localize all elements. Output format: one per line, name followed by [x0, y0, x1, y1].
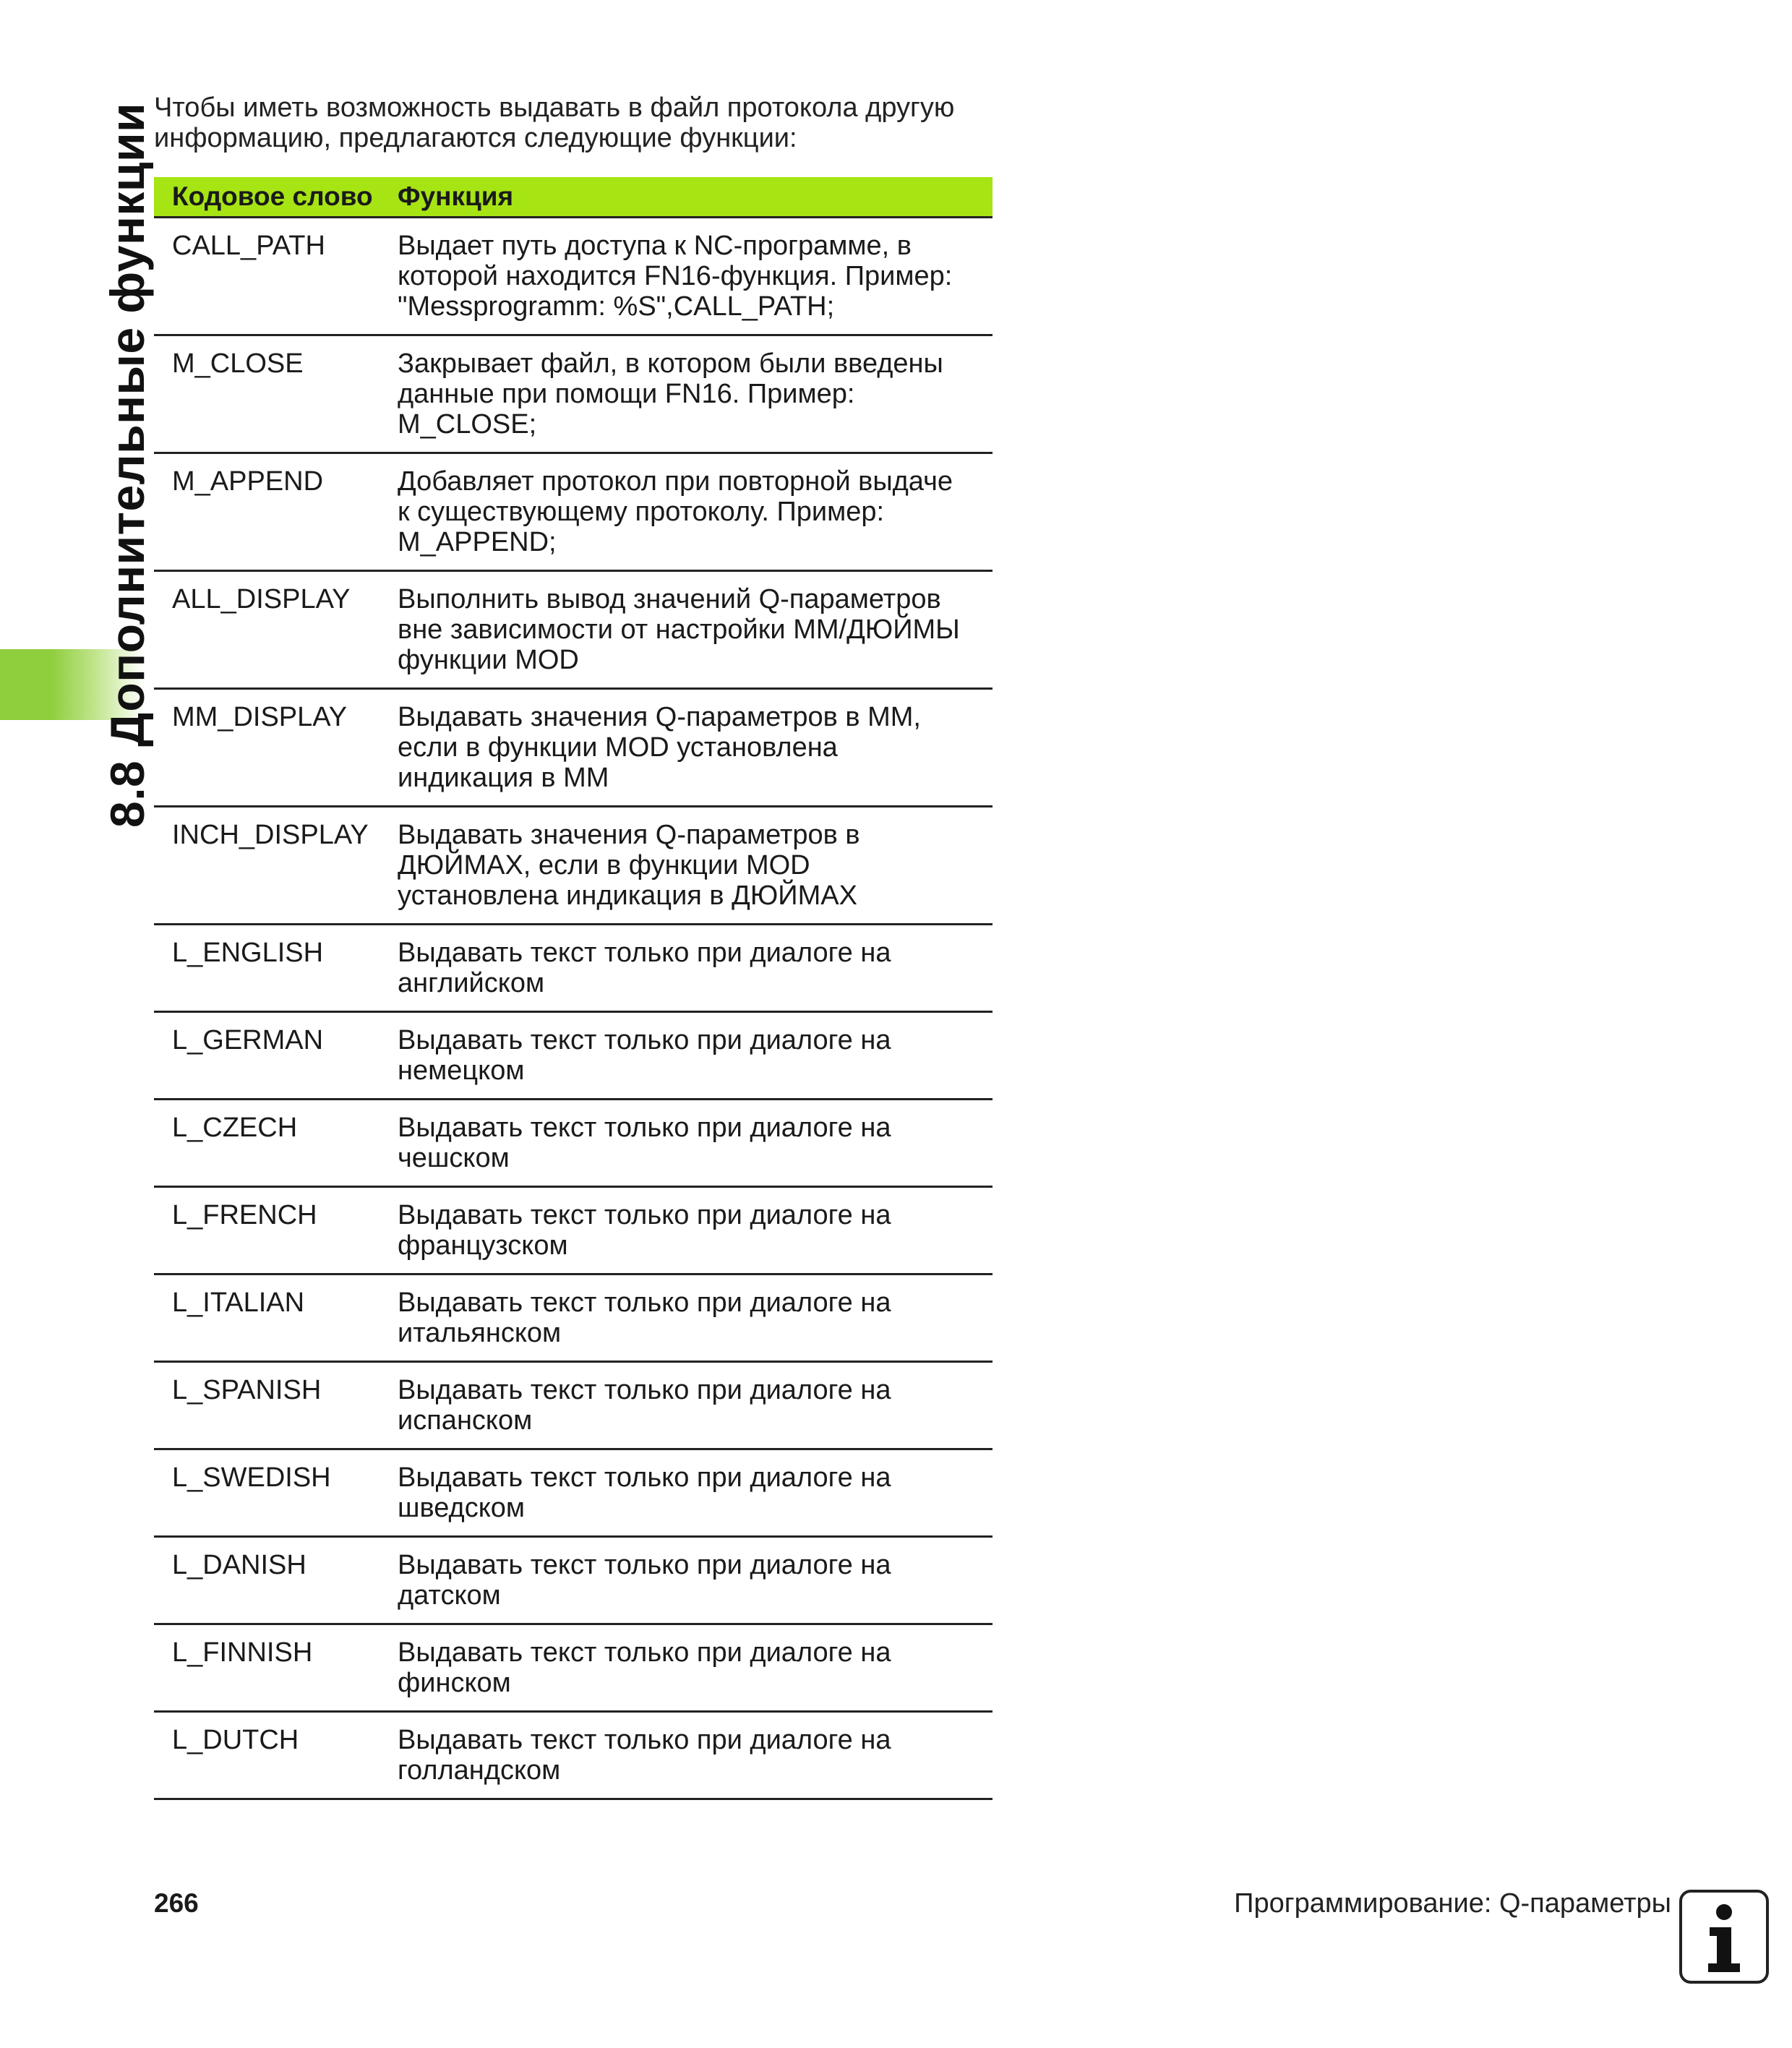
- codeword-cell: L_FINNISH: [172, 1637, 313, 1668]
- table-row: [154, 1188, 993, 1275]
- table-row: [154, 690, 993, 807]
- table-row: [154, 1538, 993, 1625]
- codeword-cell: CALL_PATH: [172, 231, 325, 261]
- function-cell: [398, 1288, 993, 1348]
- function-cell: [398, 348, 993, 440]
- function-cell: [398, 584, 993, 675]
- function-cell: [398, 702, 993, 793]
- function-cell: [398, 231, 993, 322]
- function-line: установлена индикация в ДЮЙМАХ: [398, 881, 857, 911]
- function-line: Выдавать текст только при диалоге на: [398, 1288, 891, 1318]
- function-line: Выдавать текст только при диалоге на: [398, 1637, 891, 1668]
- table-row: [154, 1275, 993, 1363]
- codeword-cell: INCH_DISPLAY: [172, 820, 369, 850]
- function-cell: [398, 466, 993, 557]
- table-row: [154, 1713, 993, 1800]
- codeword-cell: L_ENGLISH: [172, 938, 324, 968]
- function-line: M_CLOSE;: [398, 409, 537, 440]
- intro-line: информацию, предлагаются следующие функции:: [154, 123, 797, 153]
- function-cell: [398, 1025, 993, 1086]
- function-line: Выдавать текст только при диалоге на: [398, 1462, 891, 1493]
- function-line: Выдавать текст только при диалоге на: [398, 1550, 891, 1580]
- chapter-side-title: 8.8 Дополнительные функции: [100, 102, 154, 828]
- function-line: Выдавать текст только при диалоге на: [398, 1113, 891, 1143]
- function-line: Выдавать текст только при диалоге на: [398, 1200, 891, 1230]
- function-line: испанском: [398, 1405, 533, 1436]
- function-line: к существующему протоколу. Пример:: [398, 497, 885, 527]
- function-line: голландском: [398, 1755, 561, 1786]
- function-line: вне зависимости от настройки ММ/ДЮЙМЫ: [398, 614, 960, 645]
- function-line: чешском: [398, 1143, 510, 1173]
- table-row: [154, 1013, 993, 1100]
- function-line: Добавляет протокол при повторной выдаче: [398, 466, 953, 497]
- function-line: данные при помощи FN16. Пример:: [398, 379, 855, 409]
- function-line: итальянском: [398, 1318, 562, 1348]
- codeword-cell: L_FRENCH: [172, 1200, 317, 1230]
- function-line: английском: [398, 968, 545, 998]
- codeword-cell: L_SWEDISH: [172, 1462, 331, 1493]
- function-cell: [398, 938, 993, 998]
- function-line: датском: [398, 1580, 501, 1611]
- codeword-table: [154, 177, 993, 1800]
- table-row: [154, 1450, 993, 1538]
- function-line: финском: [398, 1668, 511, 1698]
- intro-line: Чтобы иметь возможность выдавать в файл протокола другую: [154, 93, 955, 123]
- function-line: Выдавать текст только при диалоге на: [398, 1725, 891, 1755]
- table-row: [154, 807, 993, 925]
- table-body: [154, 218, 993, 1800]
- function-line: если в функции MOD установлена: [398, 732, 838, 763]
- function-line: функции MOD: [398, 645, 579, 675]
- function-line: индикация в ММ: [398, 763, 609, 793]
- function-line: Выдавать текст только при диалоге на: [398, 1375, 891, 1405]
- codeword-cell: M_CLOSE: [172, 348, 304, 379]
- table-row: [154, 1363, 993, 1450]
- function-cell: [398, 1637, 993, 1698]
- function-cell: [398, 1375, 993, 1436]
- function-line: "Messprogramm: %S",CALL_PATH;: [398, 291, 835, 322]
- table-row: [154, 336, 993, 454]
- function-cell: [398, 1200, 993, 1261]
- codeword-cell: L_CZECH: [172, 1113, 298, 1143]
- function-line: Выдавать значения Q-параметров в ММ,: [398, 702, 921, 732]
- function-line: французском: [398, 1230, 568, 1261]
- function-cell: [398, 1462, 993, 1523]
- function-line: Выполнить вывод значений Q-параметров: [398, 584, 941, 614]
- function-line: шведском: [398, 1493, 526, 1523]
- codeword-cell: ALL_DISPLAY: [172, 584, 351, 614]
- function-line: Выдавать текст только при диалоге на: [398, 1025, 891, 1055]
- header-codeword: Кодовое слово: [172, 181, 373, 211]
- codeword-cell: L_SPANISH: [172, 1375, 322, 1405]
- function-line: Выдавать текст только при диалоге на: [398, 938, 891, 968]
- table-row: [154, 925, 993, 1013]
- function-line: Закрывает файл, в котором были введены: [398, 348, 943, 379]
- header-function: Функция: [398, 181, 514, 211]
- codeword-cell: L_DANISH: [172, 1550, 306, 1580]
- function-line: ДЮЙМАХ, если в функции MOD: [398, 850, 810, 881]
- info-icon: [1679, 1890, 1769, 1984]
- table-header: [154, 177, 993, 218]
- table-row: [154, 218, 993, 336]
- function-line: Выдавать значения Q-параметров в: [398, 820, 860, 850]
- function-cell: [398, 1725, 993, 1786]
- function-line: Выдает путь доступа к NC-программе, в: [398, 231, 912, 261]
- table-row: [154, 1100, 993, 1188]
- table-row: [154, 454, 993, 572]
- codeword-cell: L_DUTCH: [172, 1725, 299, 1755]
- intro-paragraph: [154, 93, 993, 153]
- page-number: 266: [154, 1888, 199, 1918]
- codeword-cell: L_GERMAN: [172, 1025, 324, 1055]
- codeword-cell: L_ITALIAN: [172, 1288, 305, 1318]
- table-row: [154, 1625, 993, 1713]
- function-cell: [398, 1113, 993, 1173]
- chapter-title: Программирование: Q-параметры: [1234, 1888, 1671, 1919]
- function-line: которой находится FN16-функция. Пример:: [398, 261, 953, 291]
- table-row: [154, 572, 993, 690]
- function-line: немецком: [398, 1055, 525, 1086]
- codeword-cell: M_APPEND: [172, 466, 324, 497]
- function-cell: [398, 1550, 993, 1611]
- codeword-cell: MM_DISPLAY: [172, 702, 348, 732]
- function-line: M_APPEND;: [398, 527, 557, 557]
- function-cell: [398, 820, 993, 911]
